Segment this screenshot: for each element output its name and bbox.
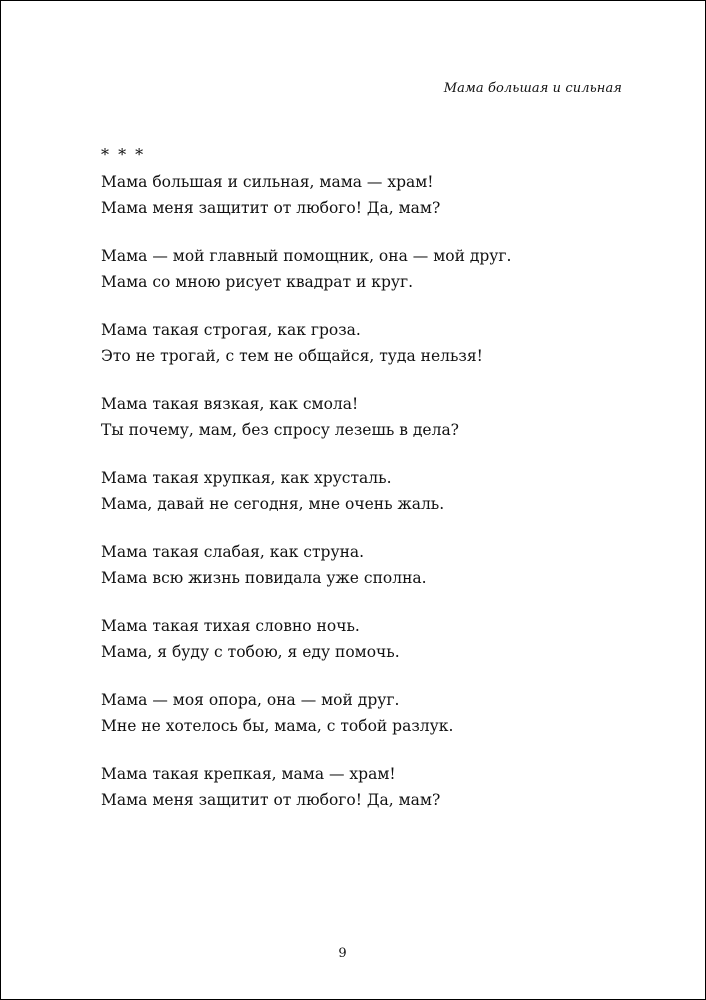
poem-line: Мама — мой главный помощник, она — мой друг. (101, 247, 512, 265)
poem-line: Это не трогай, с тем не общайся, туда нельзя! (101, 347, 483, 365)
stanza (101, 391, 641, 443)
poem-line: Мама такая вязкая, как смола! (101, 395, 359, 413)
poem-line: Мама со мною рисует квадрат и круг. (101, 273, 414, 291)
section-asterisks: * * * (101, 145, 146, 164)
stanza (101, 687, 641, 739)
poem-line: Ты почему, мам, без спросу лезешь в дела? (101, 421, 459, 439)
poem-line: Мама такая строгая, как гроза. (101, 321, 361, 339)
stanza (101, 539, 641, 591)
poem-line: Мама такая слабая, как струна. (101, 543, 365, 561)
stanza (101, 761, 641, 813)
page-number: 9 (338, 946, 347, 961)
stanza (101, 465, 641, 517)
poem (101, 147, 641, 835)
poem-line: Мама — моя опора, она — мой друг. (101, 691, 400, 709)
poem-line: Мама такая крепкая, мама — храм! (101, 765, 396, 783)
poem-line: Мама такая тихая словно ночь. (101, 617, 360, 635)
stanza (101, 243, 641, 295)
poem-line: Мама большая и сильная, мама — храм! (101, 173, 434, 191)
poem-line: Мама меня защитит от любого! Да, мам? (101, 791, 441, 809)
poem-line: Мама, я буду с тобою, я еду помочь. (101, 643, 400, 661)
poem-line: Мне не хотелось бы, мама, с тобой разлук. (101, 717, 454, 735)
stanza (101, 613, 641, 665)
stanza (101, 169, 641, 221)
stanza (101, 317, 641, 369)
poem-line: Мама, давай не сегодня, мне очень жаль. (101, 495, 445, 513)
running-head: Мама большая и сильная (443, 81, 622, 96)
poem-line: Мама меня защитит от любого! Да, мам? (101, 199, 441, 217)
poem-line: Мама такая хрупкая, как хрусталь. (101, 469, 392, 487)
poem-line: Мама всю жизнь повидала уже сполна. (101, 569, 427, 587)
